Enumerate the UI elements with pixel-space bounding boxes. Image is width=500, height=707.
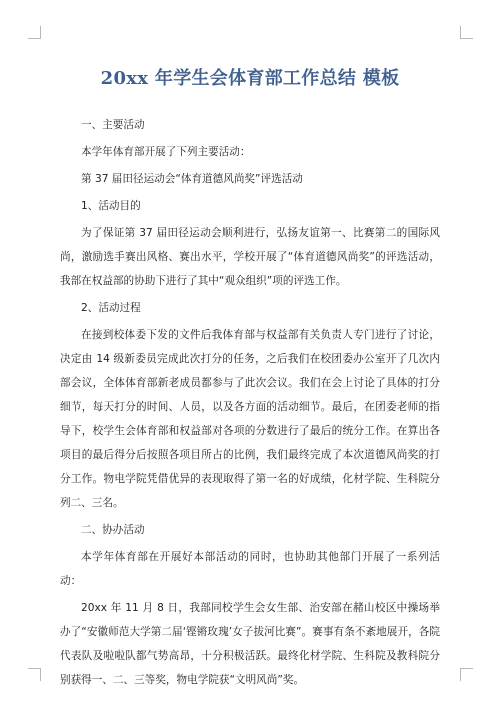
crop-mark-top-right: [460, 26, 473, 39]
subheading: 1、活动目的: [81, 200, 141, 212]
paragraph: 为了保证第 37 届田径运动会顺利进行，弘扬友谊第一、比赛第二的国际风尚，激励选手赛出风格、赛出水平，学校开展了“体育道德风尚奖”的评选活动，我部在权益部的协助下进行了其中“观众组织”项的评选工作。: [60, 227, 440, 287]
paragraph: 在接到校体委下发的文件后我体育部与权益部有关负责人专门进行了讨论，决定由 14 级新委员完成此次打分的任务，之后我们在校团委办公室开了几次内部会议，全体体育部新老成员都参与了此次会议。我们在会上讨论了具体的打分细节，每天打分的时间、人员，以及各方面的活动细节。最后，在团委老师的指导下，校学生会体育部和权益部对各项的分数进行了最后的统分工作。在算出各项目的最后得分后按照各项目所占的比例，我们最终完成了本次道德风尚奖的打分工作。物电学院凭借优异的表现取得了第一名的好成绩，化材学院、生科院分列二、三名。: [60, 329, 440, 509]
paragraph: 20xx 年 11 月 8 日，我部同校学生会女生部、治安部在赭山校区中操场举办了“安徽师范大学第二届‘铿锵玫瑰’女子拔河比赛”。赛事有条不紊地展开，各院代表队及啦啦队都气势高昂，十分积极活跃。最终化材学院、生科院及教科院分别获得一、二、三等奖，物电学院获“文明风尚”奖。: [60, 602, 440, 686]
subheading: 第 37 届田径运动会“体育道德风尚奖”评选活动: [81, 173, 303, 185]
crop-mark-bottom-left: [28, 668, 41, 681]
section-heading: 二、协办活动: [81, 524, 145, 536]
paragraph: 本学年体育部在开展好本部活动的同时，也协助其他部门开展了一系列活动：: [60, 551, 440, 587]
crop-mark-top-left: [28, 26, 41, 39]
section-heading: 一、主要活动: [81, 119, 145, 131]
subheading: 2、活动过程: [81, 302, 141, 314]
crop-mark-bottom-right: [460, 668, 473, 681]
paragraph: 本学年体育部开展了下列主要活动：: [81, 146, 251, 158]
document-title: 20xx 年学生会体育部工作总结 模板: [100, 68, 400, 89]
document-body: [60, 113, 440, 695]
